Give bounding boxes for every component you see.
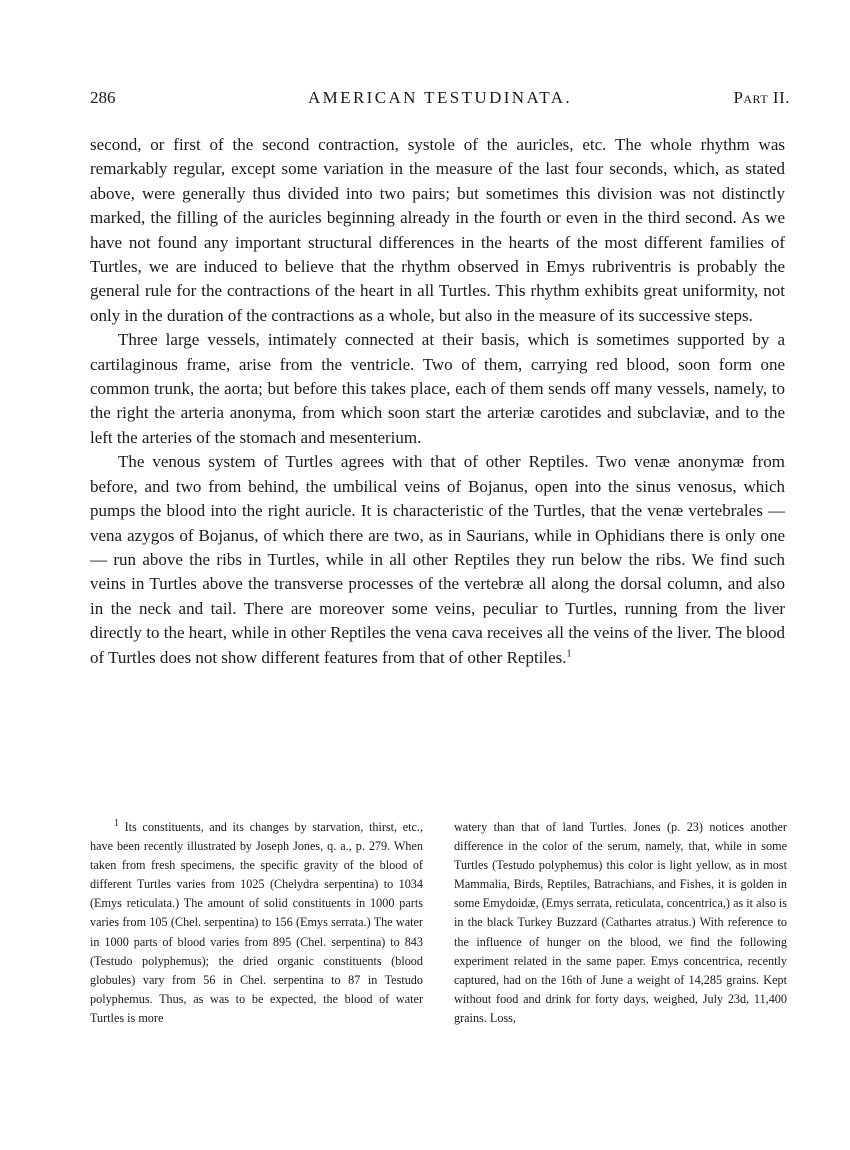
part-label: Part II.	[733, 88, 790, 107]
running-title: AMERICAN TESTUDINATA.	[307, 88, 573, 107]
footnote-right-text: watery than that of land Turtles. Jones (p. 23) notices another difference in the color of the serum, namely, that, while in some Turtles (Testudo polyphemus) this color is light yellow, as in most Mammalia, Birds, Reptiles, Batrachians, and Fishes, it is golden in some Emydoidæ, (Emys serrata, reticulata, concentrica,) as it also is in the black Turkey Buzzard (Cathartes atratus.) With reference to the influence of hunger on the blood, we find the following experiment related in the same paper. Emys concentrica, recently captured, had on the 16th of June a weight of 14,285 grains. Kept without food and drink for forty days, weighed, July 23d, 11,400 grains. Loss,	[454, 820, 787, 1025]
paragraph-1: second, or first of the second contraction, systole of the auricles, etc. The whole rhythm was remarkably regular, except some variation in the measure of the last four seconds, which, as stated above, were generally thus divided into two pairs; but sometimes this division was not distinctly marked, the filling of the auricles beginning already in the fourth or even in the third second. As we have not found any important structural differences in the hearts of the most different families of Turtles, we are induced to believe that the rhythm observed in Emys rubriventris is probably the general rule for the contractions of the heart in all Turtles. This rhythm exhibits great uniformity, not only in the duration of the contractions as a whole, but also in the measure of its successive steps.	[90, 135, 785, 325]
footnotes	[90, 818, 785, 1118]
footnote-mark: 1	[114, 817, 119, 829]
footnote-reference: 1	[566, 647, 572, 659]
footnote-left-text	[90, 818, 423, 1028]
main-text	[90, 133, 785, 670]
page-number: 286	[90, 88, 116, 107]
running-header	[90, 88, 790, 112]
footnote-left-body: Its constituents, and its changes by starvation, thirst, etc., have been recently illustrated by Joseph Jones, q. a., p. 279. When taken from fresh specimens, the specific gravity of the blood of different Turtles varies from 1025 (Chelydra serpentina) to 1034 (Emys reticulata.) The amount of solid constituents in 1000 parts varies from 105 (Chel. serpentina) to 156 (Emys serrata.) The water in 1000 parts of blood varies from 895 (Chel. serpentina) to 843 (Testudo polyphemus); the dried organic constituents (blood globules) vary from 56 in Chel. serpentina to 87 in Testudo polyphemus. Thus, as was to be expected, the blood of water Turtles is more	[90, 820, 423, 1025]
footnote-left-column	[90, 818, 423, 1028]
paragraph-3	[90, 450, 785, 670]
footnote-right-column	[454, 818, 787, 1028]
paragraph-2: Three large vessels, intimately connected at their basis, which is sometimes supported by a cartilaginous frame, arise from the ventricle. Two of them, carrying red blood, soon form one common trunk, the aorta; but before this takes place, each of them sends off many vessels, namely, to the right the arteria anonyma, from which soon start the arteriæ carotides and subclaviæ, and to the left the arteries of the stomach and mesenterium.	[90, 330, 785, 447]
paragraph-3-text: The venous system of Turtles agrees with that of other Reptiles. Two venæ anonymæ from before, and two from behind, the umbilical veins of Bojanus, open into the sinus venosus, which pumps the blood into the right auricle. It is characteristic of the Turtles, that the venæ vertebrales — vena azygos of Bojanus, of which there are two, as in Saurians, while in Ophidians there is only one — run above the ribs in Turtles, while in all other Reptiles they run below the ribs. We find such veins in Turtles above the transverse processes of the vertebræ all along the dorsal column, and also in the neck and tail. There are moreover some veins, peculiar to Turtles, running from the liver directly to the heart, while in other Reptiles the vena cava receives all the veins of the liver. The blood of Turtles does not show different features from that of other Reptiles.	[90, 452, 785, 667]
